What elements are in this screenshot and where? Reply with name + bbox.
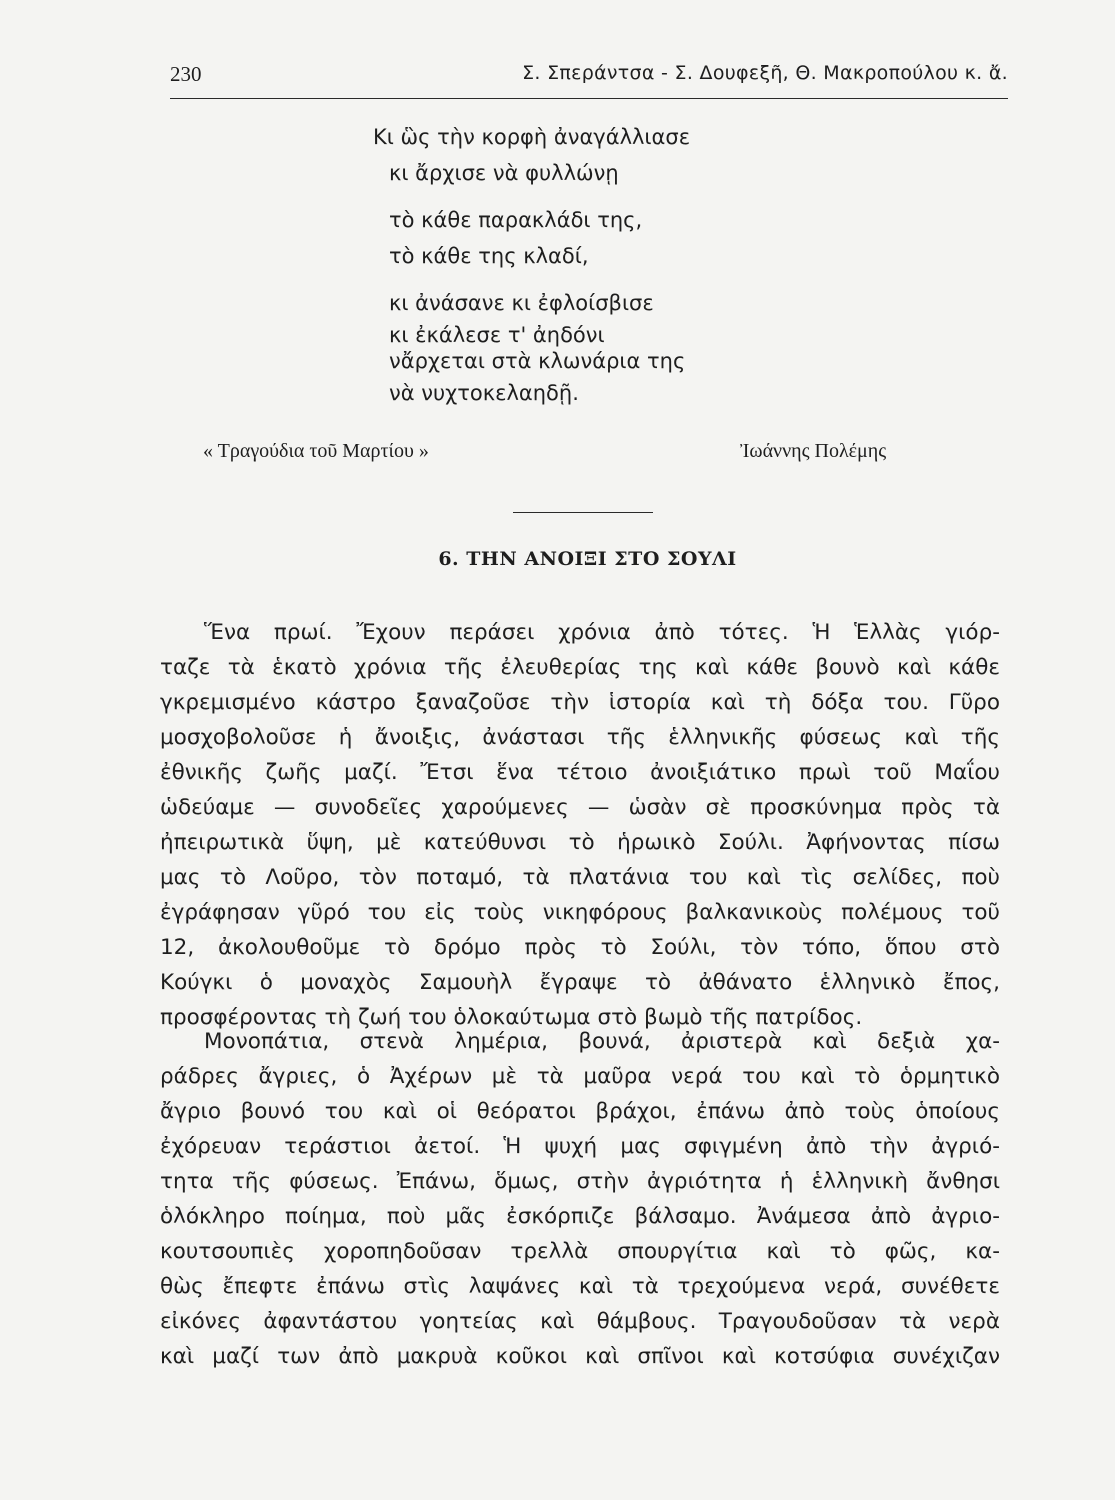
poem-line: κι ἄρχισε νὰ φυλλώνῃ	[389, 161, 619, 185]
poem-line: νὰ νυχτοκελαηδῇ.	[389, 381, 579, 405]
text-line: Κούγκι ὁ μοναχὸς Σαμουὴλ ἔγραψε τὸ ἀθάνατο ἑλληνικὸ ἔπος,	[160, 970, 1000, 995]
poem-line: κι ἀνάσανε κι ἐφλοίσβισε	[389, 291, 654, 315]
text-line: ὡδεύαμε — συνοδεῖες χαρούμενες — ὡσὰν σὲ προσκύνημα πρὸς τὰ	[160, 795, 1000, 820]
poem-author: Ἰωάννης Πολέμης	[740, 440, 887, 462]
running-header	[170, 60, 1008, 90]
text-line: Ἕνα πρωί. Ἔχουν περάσει χρόνια ἀπὸ τότες. Ἡ Ἑλλὰς γιόρ-	[204, 620, 1000, 645]
text-line: ἐγράφησαν γῦρό του εἰς τοὺς νικηφόρους βαλκανικοὺς πολέμους τοῦ	[160, 900, 1000, 925]
section-divider	[513, 512, 653, 513]
text-line: ἄγριο βουνό του καὶ οἱ θεόρατοι βράχοι, ἐπάνω ἀπὸ τοὺς ὁποίους	[160, 1099, 1000, 1124]
text-line: ὁλόκληρο ποίημα, ποὺ μᾶς ἐσκόρπιζε βάλσαμο. Ἀνάμεσα ἀπὸ ἀγριο-	[160, 1204, 1000, 1229]
text-line: τητα τῆς φύσεως. Ἐπάνω, ὅμως, στὴν ἀγριότητα ἡ ἑλληνικὴ ἄνθησι	[160, 1169, 1000, 1194]
poem-line: νἄρχεται στὰ κλωνάρια της	[389, 349, 686, 373]
text-line: Μονοπάτια, στενὰ λημέρια, βουνά, ἀριστερὰ καὶ δεξιὰ χα-	[204, 1029, 1000, 1054]
poem-line: τὸ κάθε της κλαδί,	[389, 244, 589, 268]
poem-source: « Τραγούδια τοῦ Μαρτίου »	[203, 440, 429, 462]
text-line: ράδρες ἄγριες, ὁ Ἀχέρων μὲ τὰ μαῦρα νερά του καὶ τὸ ὁρμητικὸ	[160, 1064, 1000, 1089]
poem-line: κι ἐκάλεσε τ' ἀηδόνι	[389, 323, 605, 347]
text-line: ἠπειρωτικὰ ὕψη, μὲ κατεύθυνσι τὸ ἡρωικὸ Σούλι. Ἀφήνοντας πίσω	[160, 830, 1000, 855]
text-line: θὼς ἔπεφτε ἐπάνω στὶς λαψάνες καὶ τὰ τρεχούμενα νερά, συνέθετε	[160, 1274, 1000, 1299]
text-line: εἰκόνες ἀφαντάστου γοητείας καὶ θάμβους. Τραγουδοῦσαν τὰ νερὰ	[160, 1309, 1000, 1334]
page-number: 230	[170, 62, 202, 86]
text-line: προσφέροντας τὴ ζωή του ὁλοκαύτωμα στὸ βωμὸ τῆς πατρίδος.	[160, 1005, 863, 1030]
text-line: ἐθνικῆς ζωῆς μαζί. Ἔτσι ἕνα τέτοιο ἀνοιξιάτικο πρωὶ τοῦ Μαΐου	[160, 760, 1000, 785]
header-rule	[170, 98, 1008, 99]
text-line: καὶ μαζί των ἀπὸ μακρυὰ κοῦκοι καὶ σπῖνοι καὶ κοτσύφια συνέχιζαν	[160, 1344, 1000, 1369]
poem-line: τὸ κάθε παρακλάδι της,	[389, 208, 643, 232]
text-line: ταζε τὰ ἑκατὸ χρόνια τῆς ἐλευθερίας της καὶ κάθε βουνὸ καὶ κάθε	[160, 655, 1000, 680]
text-line: 12, ἀκολουθοῦμε τὸ δρόμο πρὸς τὸ Σούλι, τὸν τόπο, ὅπου στὸ	[160, 935, 1000, 960]
text-line: μοσχοβολοῦσε ἡ ἄνοιξις, ἀνάστασι τῆς ἑλληνικῆς φύσεως καὶ τῆς	[160, 725, 1000, 750]
running-title: Σ. Σπεράντσα - Σ. Δουφεξῆ, Θ. Μακροπούλου κ. ἄ.	[522, 62, 1008, 84]
text-line: κουτσουπιὲς χοροπηδοῦσαν τρελλὰ σπουργίτια καὶ τὸ φῶς, κα-	[160, 1239, 1000, 1264]
text-line: μας τὸ Λοῦρο, τὸν ποταμό, τὰ πλατάνια του καὶ τὶς σελίδες, ποὺ	[160, 865, 1000, 890]
text-line: ἐχόρευαν τεράστιοι ἀετοί. Ἡ ψυχή μας σφιγμένη ἀπὸ τὴν ἀγριό-	[160, 1134, 1000, 1159]
section-heading: 6. ΤΗΝ ΑΝΟΙΞΙ ΣΤΟ ΣΟΥΛΙ	[438, 548, 737, 570]
poem-line: Κι ὣς τὴν κορφὴ ἀναγάλλιασε	[373, 125, 691, 149]
text-line: γκρεμισμένο κάστρο ξαναζοῦσε τὴν ἱστορία καὶ τὴ δόξα του. Γῦρο	[160, 690, 1000, 715]
